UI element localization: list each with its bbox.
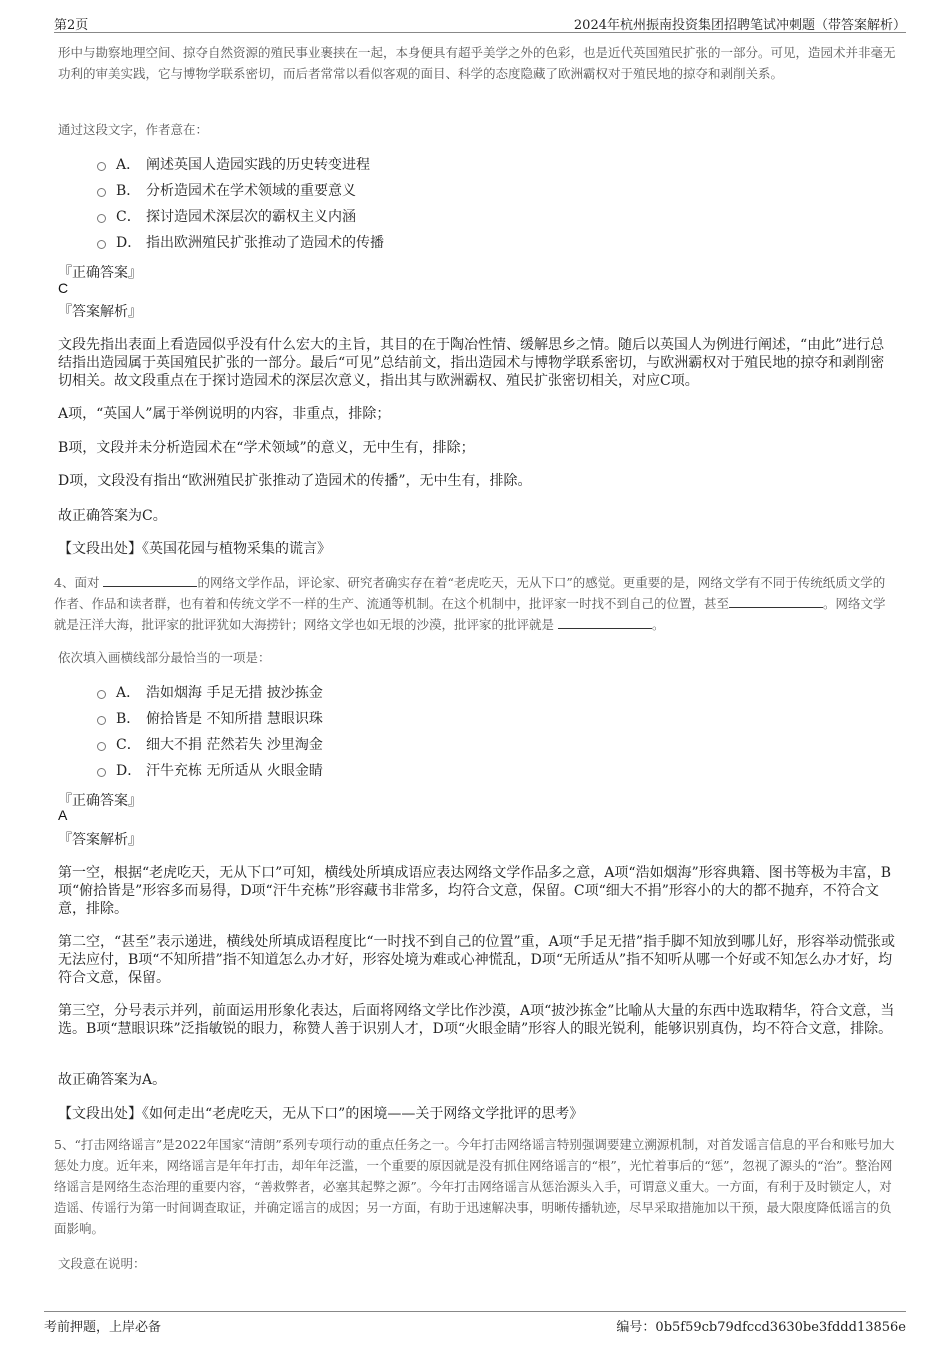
q3-analysis-3: B项，文段并未分析造园术在“学术领域”的意义，无中生有，排除； <box>58 440 475 456</box>
q4-option-d[interactable]: D． 汗牛充栋 无所适从 火眼金睛 <box>97 757 323 783</box>
q4-options <box>97 679 323 783</box>
page-number: 第2页 <box>54 18 89 33</box>
q4-answer: A <box>58 807 68 823</box>
q3-options <box>97 151 384 255</box>
page-header <box>54 12 906 33</box>
q4-source: 【文段出处】《如何走出“老虎吃天，无从下口”的困境——关于网络文学批评的思考》 <box>58 1106 584 1122</box>
q4-analysis-4: 故正确答案为A。 <box>58 1072 167 1088</box>
q5-stem: 5、“打击网络谣言”是2022年国家“清朗”系列专项行动的重点任务之一。今年打击网络谣言特别强调要建立溯源机制，对首发谣言信息的平台和账号加大惩处力度。近年来，网络谣言是年年打击，却年年泛滥，一个重要的原因就是没有抓住网络谣言的“根”，光忙着事后的“惩”，忽视了源头的“治”。整治网络谣言是网络生态治理的重要内容，“善救弊者，必塞其起弊之源”。今年打击网络谣言从惩治源头入手，可谓意义重大。一方面，有利于及时锁定人，对造谣、传谣行为第一时间调查取证，并确定谣言的成因；另一方面，有助于迅速解决事，明晰传播轨迹，尽早采取措施加以干预，最大限度降低谣言的负面影响。 <box>54 1137 895 1236</box>
q4-option-c[interactable]: C． 细大不捐 茫然若失 沙里淘金 <box>97 731 323 757</box>
q4-analysis-2: 第二空，“甚至”表示递进，横线处所填成语程度比“一时找不到自己的位置”重，A项“手足无措”指手脚不知放到哪儿好，形容举动慌张或无法应付，B项“不知所措”指不知道怎么办才好，形容处境为难或心神慌乱，D项“无所适从”指不知听从哪一个好或不知怎么办才好，均符合文意，保留。 <box>58 934 896 986</box>
q3-analysis-label: 『答案解析』 <box>58 304 142 320</box>
blank-2 <box>729 595 823 608</box>
q4-analysis-label: 『答案解析』 <box>58 832 142 848</box>
q4-analysis-1: 第一空，根据“老虎吃天，无从下口”可知，横线处所填成语应表达网络文学作品多之意，A项“浩如烟海”形容典籍、图书等极为丰富，B项“俯拾皆是”形容多而易得，D项“汗牛充栋”形容藏书非常多，均符合文意，保留。C项“细大不捐”形容小的大的都不抛弃，不符合文意，排除。 <box>58 865 892 917</box>
q5-prompt: 文段意在说明： <box>58 1256 146 1271</box>
document-title: 2024年杭州振南投资集团招聘笔试冲刺题（带答案解析） <box>573 18 906 33</box>
q3-source: 【文段出处】《英国花园与植物采集的谎言》 <box>58 541 331 557</box>
document-id: 编号：0b5f59cb79dfccd3630be3fddd13856e <box>616 1320 906 1335</box>
q4-stem: 4、面对 的网络文学作品，评论家、研究者确实存在着“老虎吃天，无从下口”的感觉。更重要的是，网络文学有不同于传统纸质文学的作者、作品和读者群，也有着和传统文学不一样的生产、流通等机制。在这个机制中，批评家一时找不到自己的位置，甚至 。网络文学就是汪洋大海，批评家的批评犹如大海捞针；网络文学也如无垠的沙漠，批评家的批评就是 。 <box>54 575 886 632</box>
q4-analysis-3: 第三空，分号表示并列，前面运用形象化表达，后面将网络文学比作沙漠，A项“披沙拣金”比喻从大量的东西中选取精华，符合文意，当选。B项“慧眼识珠”泛指敏锐的眼力，称赞人善于识别人才，D项“火眼金睛”形容人的眼光锐利，能够识别真伪，均不符合文意，排除。 <box>58 1003 895 1037</box>
q4-answer-label: 『正确答案』 <box>58 793 142 809</box>
q4-option-b[interactable]: B． 俯拾皆是 不知所措 慧眼识珠 <box>97 705 323 731</box>
q3-option-d[interactable]: D． 指出欧洲殖民扩张推动了造园术的传播 <box>97 229 384 255</box>
q4-option-a[interactable]: A． 浩如烟海 手足无措 披沙拣金 <box>97 679 323 705</box>
q3-option-c[interactable]: C． 探讨造园术深层次的霸权主义内涵 <box>97 203 384 229</box>
footer-slogan: 考前押题，上岸必备 <box>44 1320 162 1335</box>
blank-3 <box>558 616 652 629</box>
q3-option-a[interactable]: A． 阐述英国人造园实践的历史转变进程 <box>97 151 384 177</box>
radio-icon[interactable] <box>97 768 106 777</box>
q3-option-b[interactable]: B． 分析造园术在学术领域的重要意义 <box>97 177 384 203</box>
q4-prompt: 依次填入画横线部分最恰当的一项是： <box>58 650 271 665</box>
blank-1 <box>103 574 197 587</box>
radio-icon[interactable] <box>97 188 106 197</box>
intro-passage: 形中与勘察地理空间、掠夺自然资源的殖民事业裹挟在一起，本身便具有超乎美学之外的色彩，也是近代英国殖民扩张的一部分。可见，造园术并非毫无功利的审美实践，它与博物学联系密切，而后者常常以看似客观的面目、科学的态度隐藏了欧洲霸权对于殖民地的掠夺和剥削关系。 <box>58 45 896 81</box>
radio-icon[interactable] <box>97 162 106 171</box>
radio-icon[interactable] <box>97 742 106 751</box>
q3-analysis-1: 文段先指出表面上看造园似乎没有什么宏大的主旨，其目的在于陶冶性情、缓解思乡之情。随后以英国人为例进行阐述，“由此”进行总结指出造园属于英国殖民扩张的一部分。最后“可见”总结前文，指出造园术与博物学联系密切，与欧洲霸权对于殖民地的掠夺和剥削密切相关。故文段重点在于探讨造园术的深层次意义，指出其与欧洲霸权、殖民扩张密切相关，对应C项。 <box>58 337 885 389</box>
page-footer <box>44 1311 906 1335</box>
q3-prompt: 通过这段文字，作者意在： <box>58 122 209 137</box>
q3-answer: C <box>58 280 69 296</box>
radio-icon[interactable] <box>97 214 106 223</box>
radio-icon[interactable] <box>97 690 106 699</box>
q3-answer-label: 『正确答案』 <box>58 265 142 281</box>
q3-analysis-4: D项，文段没有指出“欧洲殖民扩张推动了造园术的传播”，无中生有，排除。 <box>58 473 532 489</box>
q3-analysis-5: 故正确答案为C。 <box>58 508 167 524</box>
q3-analysis-2: A项，“英国人”属于举例说明的内容，非重点，排除； <box>58 406 391 422</box>
radio-icon[interactable] <box>97 716 106 725</box>
radio-icon[interactable] <box>97 240 106 249</box>
